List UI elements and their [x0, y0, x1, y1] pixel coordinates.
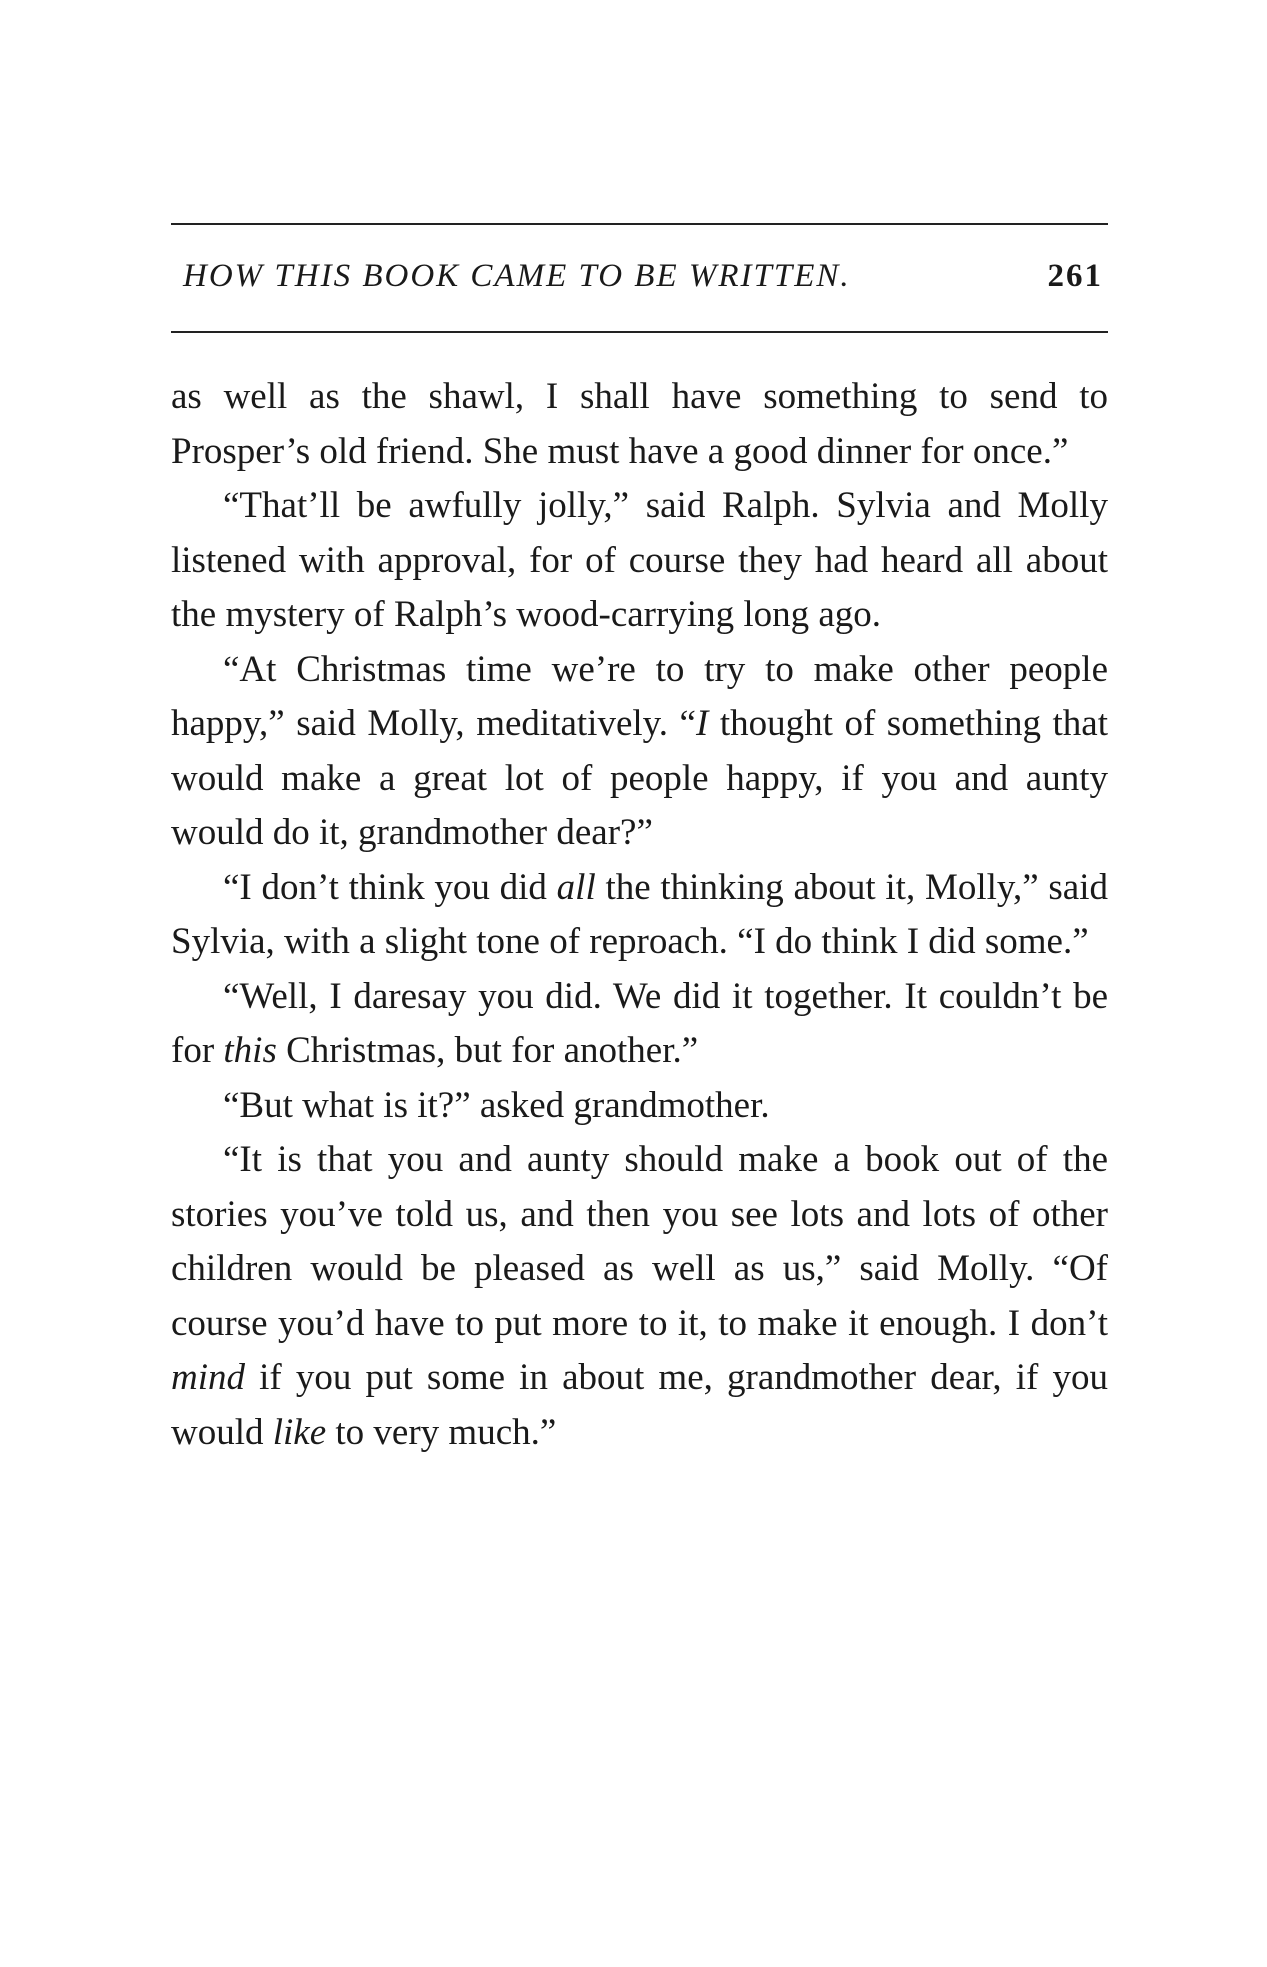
header-rule-bottom	[171, 331, 1108, 333]
paragraph	[171, 1133, 1108, 1460]
text-run: “That’ll be awfully jolly,” said Ralph. Sylvia and Molly listened with approval, for of course they had heard all about the mystery of Ralph’s wood-carrying long ago.	[171, 485, 1108, 635]
paragraph	[171, 970, 1108, 1079]
text-run: “At Christmas time we’re to try to make other people happy,” said Molly, meditatively. “	[171, 648, 1108, 744]
paragraph	[171, 861, 1108, 970]
text-run: if you put some in about me, grandmother dear, if you would	[171, 1357, 1108, 1453]
text-run: “I don’t think you did	[223, 866, 557, 908]
text-run: the thinking about it, Molly,” said Sylvia, with a slight tone of reproach. “I do think I did some.”	[171, 866, 1108, 962]
italic-text: mind	[171, 1357, 245, 1398]
running-title: HOW THIS BOOK CAME TO BE WRITTEN.	[183, 258, 851, 294]
paragraph	[171, 370, 1108, 479]
paragraph	[171, 643, 1108, 861]
italic-text: like	[272, 1411, 327, 1453]
text-run: “But what is it?” asked grandmother.	[223, 1084, 770, 1126]
running-header	[183, 258, 1103, 308]
paragraph	[171, 1079, 1108, 1134]
paragraph	[171, 479, 1108, 643]
page-number: 261	[1047, 258, 1103, 294]
text-run: to very much.”	[326, 1411, 557, 1453]
italic-text: I	[695, 703, 709, 744]
text-run: as well as the shawl, I shall have something to send to Prosper’s old friend. She must have a good dinner for once.”	[171, 376, 1108, 472]
text-run: thought of something that would make a great lot of people happy, if you and aunty would do it, grandmother dear?”	[171, 703, 1108, 853]
text-run: Christmas, but for another.”	[276, 1030, 699, 1071]
text-run: “Well, I daresay you did. We did it together. It couldn’t be for	[171, 975, 1108, 1071]
italic-text: all	[556, 866, 596, 908]
italic-text: this	[223, 1030, 277, 1071]
text-run: “It is that you and aunty should make a book out of the stories you’ve told us, and then you see lots and lots of other children would be pleased as well as us,” said Molly. “Of course you’d have to put more to it, to make it enough. I don’t	[171, 1139, 1108, 1344]
header-rule-top	[171, 223, 1108, 225]
body-text	[171, 370, 1108, 1460]
